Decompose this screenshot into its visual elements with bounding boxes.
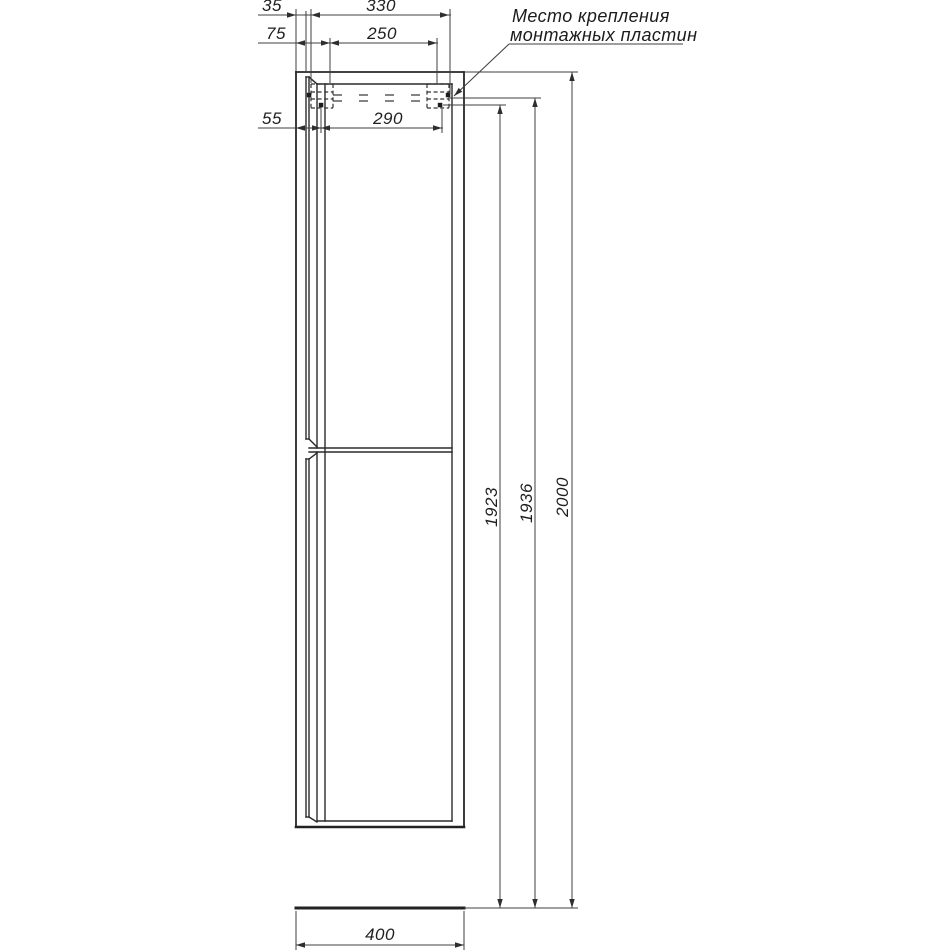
note-line-2: монтажных пластин (510, 25, 698, 45)
dim-label-35: 35 (262, 0, 282, 15)
dim-label-2000: 2000 (553, 477, 572, 517)
dim-label-290: 290 (373, 109, 403, 128)
dim-label-1936: 1936 (517, 483, 536, 523)
cabinet-divider (309, 448, 452, 452)
lower-door (306, 452, 317, 822)
dim-label-55: 55 (262, 109, 282, 128)
dim-label-400: 400 (365, 925, 395, 944)
mounting-plate-left (307, 84, 333, 108)
cabinet-outline (296, 72, 464, 827)
dim-label-1923: 1923 (482, 487, 501, 527)
leader-note (454, 6, 697, 96)
dimensions-top (258, 0, 451, 133)
plate-connector-lines (333, 95, 427, 101)
dimension-bottom (296, 911, 464, 950)
dim-label-75: 75 (266, 24, 286, 43)
dim-label-330: 330 (366, 0, 396, 15)
upper-door (306, 77, 317, 448)
mounting-plate-right (427, 84, 450, 108)
dim-label-250: 250 (367, 24, 397, 43)
note-line-1: Место крепления (512, 6, 670, 26)
